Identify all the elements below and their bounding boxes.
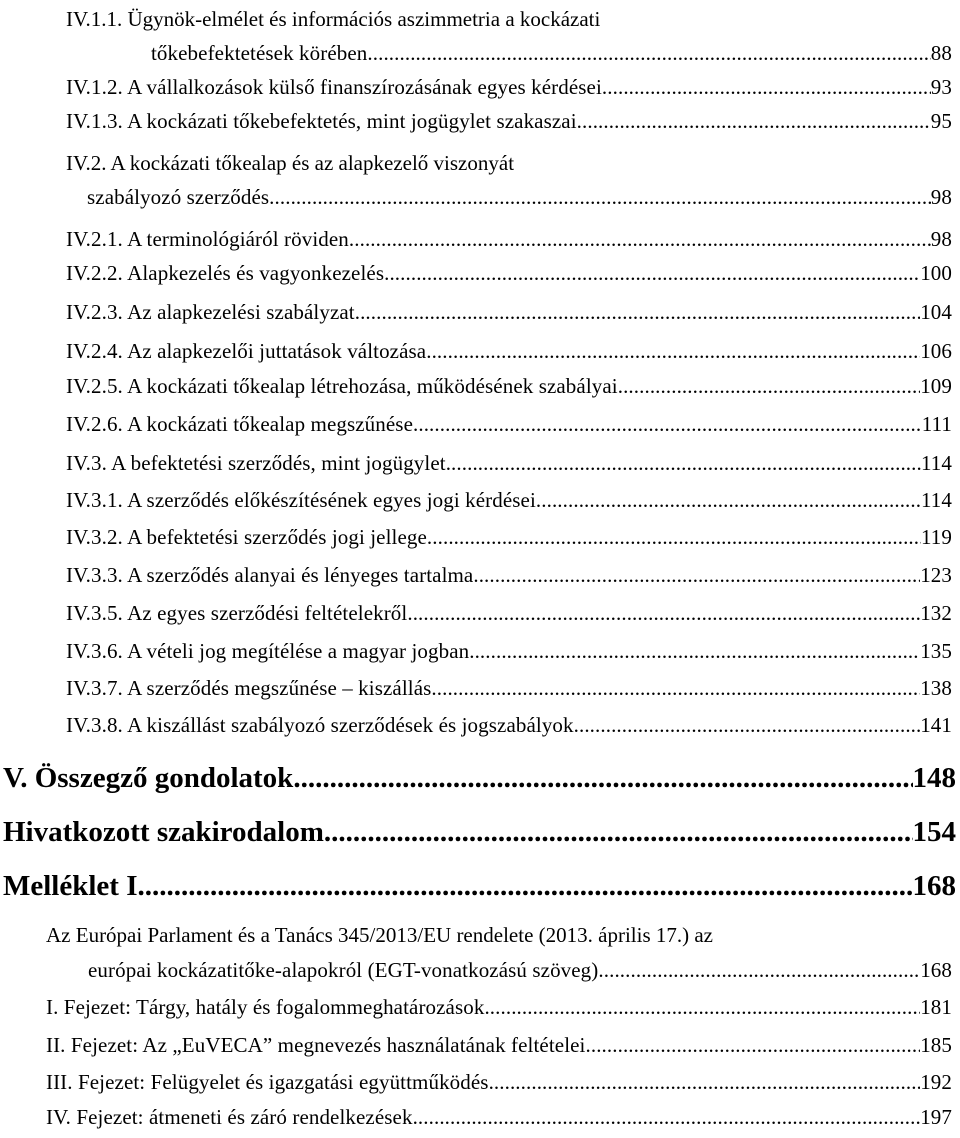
dot-leader bbox=[367, 38, 930, 68]
toc-entry[interactable] bbox=[66, 522, 952, 552]
dot-leader bbox=[602, 72, 931, 102]
toc-entry-label: IV.2.1. A terminológiáról röviden bbox=[66, 227, 349, 251]
toc-chapter-label: Hivatkozott szakirodalom bbox=[3, 816, 324, 848]
toc-entry[interactable] bbox=[46, 1102, 952, 1132]
toc-page-number: 104 bbox=[920, 300, 952, 324]
dot-leader bbox=[427, 522, 921, 552]
toc-page-number: 148 bbox=[912, 762, 956, 794]
toc-chapter-label: V. Összegző gondolatok bbox=[3, 762, 294, 794]
toc-entry-label: szabályozó szerződés bbox=[87, 185, 270, 209]
dot-leader bbox=[145, 866, 913, 906]
toc-entry-label: IV.2.5. A kockázati tőkealap létrehozása, működésének szabályai bbox=[66, 374, 618, 398]
toc-entry[interactable] bbox=[66, 710, 952, 740]
toc-entry[interactable] bbox=[66, 297, 952, 327]
toc-entry-label: IV.3. A befektetési szerződés, mint jogügylet bbox=[66, 451, 446, 475]
toc-entry-label: II. Fejezet: Az „EuVECA” megnevezés használatának feltételei bbox=[46, 1033, 586, 1057]
toc-page-number: 168 bbox=[920, 958, 952, 982]
toc-entry-label: IV.3.1. A szerződés előkészítésének egyes jogi kérdései bbox=[66, 488, 536, 512]
toc-entry-label: IV. Fejezet: átmeneti és záró rendelkezések bbox=[46, 1105, 413, 1129]
dot-leader bbox=[413, 409, 922, 439]
toc-page-number: 100 bbox=[920, 261, 952, 285]
toc-page-number: 114 bbox=[920, 488, 952, 512]
toc-entry-label: IV.1.2. A vállalkozások külső finanszírozásának egyes kérdései bbox=[66, 75, 602, 99]
dot-leader bbox=[536, 485, 921, 515]
toc-page-number: 106 bbox=[920, 339, 952, 363]
toc-page-number: 88 bbox=[930, 41, 952, 65]
toc-entry[interactable] bbox=[66, 598, 952, 628]
toc-chapter[interactable] bbox=[3, 812, 956, 852]
toc-entry[interactable] bbox=[66, 258, 952, 288]
toc-entry-label: I. Fejezet: Tárgy, hatály és fogalommeghatározások bbox=[46, 995, 485, 1019]
toc-entry-label: IV.3.6. A vételi jog megítélése a magyar jogban bbox=[66, 639, 470, 663]
dot-leader bbox=[473, 560, 920, 590]
toc-entry-label: IV.3.5. Az egyes szerződési feltételekről bbox=[66, 601, 408, 625]
toc-entry[interactable] bbox=[66, 409, 952, 439]
toc-entry-label: IV.3.2. A befektetési szerződés jogi jellege bbox=[66, 525, 427, 549]
toc-entry[interactable] bbox=[66, 106, 952, 136]
toc-page-number: 95 bbox=[930, 109, 952, 133]
toc-page-number: 114 bbox=[920, 451, 952, 475]
toc-page-number: 138 bbox=[920, 676, 952, 700]
toc-entry-label: IV.2.4. Az alapkezelői juttatások változása bbox=[66, 339, 427, 363]
toc-chapter-label: Melléklet I. bbox=[3, 870, 145, 902]
toc-chapter[interactable] bbox=[3, 866, 956, 906]
toc-entry-label: tőkebefektetések körében bbox=[151, 41, 368, 65]
toc-entry-label: európai kockázatitőke-alapokról (EGT-vonatkozású szöveg) bbox=[88, 958, 599, 982]
toc-entry[interactable] bbox=[46, 992, 952, 1022]
toc-page-number: 93 bbox=[930, 75, 952, 99]
toc-page-number: 185 bbox=[920, 1033, 952, 1057]
toc-entry[interactable] bbox=[46, 1067, 952, 1097]
toc-entry[interactable] bbox=[66, 673, 952, 703]
dot-leader bbox=[577, 106, 931, 136]
toc-page-number: 197 bbox=[920, 1105, 952, 1129]
toc-page-number: 168 bbox=[912, 870, 956, 902]
toc-page-number: 98 bbox=[930, 227, 952, 251]
toc-entry[interactable] bbox=[66, 448, 952, 478]
toc-entry[interactable] bbox=[88, 955, 952, 985]
dot-leader bbox=[407, 598, 920, 628]
toc-entry[interactable] bbox=[66, 371, 952, 401]
toc-entry-label: III. Fejezet: Felügyelet és igazgatási együttműködés bbox=[46, 1070, 489, 1094]
dot-leader bbox=[618, 371, 920, 401]
dot-leader bbox=[484, 992, 920, 1022]
toc-entry[interactable] bbox=[151, 38, 952, 68]
dot-leader bbox=[355, 297, 920, 327]
toc-entry-first-line: Az Európai Parlament és a Tanács 345/2013/EU rendelete (2013. április 17.) az bbox=[46, 923, 714, 947]
toc-entry[interactable] bbox=[66, 224, 952, 254]
toc-page-number: 123 bbox=[920, 563, 952, 587]
toc-page-number: 154 bbox=[912, 816, 956, 848]
toc-page-number: 135 bbox=[920, 639, 952, 663]
toc-page-number: 98 bbox=[930, 185, 952, 209]
toc-entry-first-line: IV.1.1. Ügynök-elmélet és információs aszimmetria a kockázati bbox=[66, 7, 601, 31]
toc-page-number: 119 bbox=[920, 525, 952, 549]
toc-entry-label: IV.2.2. Alapkezelés és vagyonkezelés bbox=[66, 261, 385, 285]
toc-entry-label: IV.3.8. A kiszállást szabályozó szerződések és jogszabályok bbox=[66, 713, 574, 737]
toc-page-number: 141 bbox=[920, 713, 952, 737]
dot-leader bbox=[431, 673, 920, 703]
toc-entry[interactable] bbox=[66, 560, 952, 590]
toc-entry-label: IV.1.3. A kockázati tőkebefektetés, mint jogügylet szakaszai bbox=[66, 109, 577, 133]
toc-entry[interactable] bbox=[66, 336, 952, 366]
dot-leader bbox=[384, 258, 920, 288]
toc-page-number: 111 bbox=[921, 412, 952, 436]
toc-chapter[interactable] bbox=[3, 758, 956, 798]
toc-page-number: 109 bbox=[920, 374, 952, 398]
toc-entry[interactable] bbox=[87, 182, 952, 212]
dot-leader bbox=[446, 448, 921, 478]
dot-leader bbox=[293, 758, 912, 798]
dot-leader bbox=[426, 336, 920, 366]
dot-leader bbox=[598, 955, 920, 985]
toc-entry[interactable] bbox=[66, 636, 952, 666]
toc-entry-label: IV.2.6. A kockázati tőkealap megszűnése bbox=[66, 412, 413, 436]
toc-entry[interactable] bbox=[66, 485, 952, 515]
toc-entry-label: IV.3.7. A szerződés megszűnése – kiszállás bbox=[66, 676, 432, 700]
dot-leader bbox=[586, 1030, 921, 1060]
toc-page-number: 181 bbox=[920, 995, 952, 1019]
dot-leader bbox=[413, 1102, 921, 1132]
toc-entry-label: IV.2.3. Az alapkezelési szabályzat bbox=[66, 300, 355, 324]
toc-page-number: 132 bbox=[920, 601, 952, 625]
toc-entry-first-line: IV.2. A kockázati tőkealap és az alapkezelő viszonyát bbox=[66, 151, 515, 175]
toc-entry[interactable] bbox=[46, 1030, 952, 1060]
toc-page-number: 192 bbox=[920, 1070, 952, 1094]
dot-leader bbox=[349, 224, 931, 254]
dot-leader bbox=[469, 636, 920, 666]
dot-leader bbox=[489, 1067, 921, 1097]
dot-leader bbox=[324, 812, 913, 852]
dot-leader bbox=[269, 182, 931, 212]
toc-entry-label: IV.3.3. A szerződés alanyai és lényeges tartalma bbox=[66, 563, 474, 587]
toc-entry[interactable] bbox=[66, 72, 952, 102]
dot-leader bbox=[574, 710, 921, 740]
